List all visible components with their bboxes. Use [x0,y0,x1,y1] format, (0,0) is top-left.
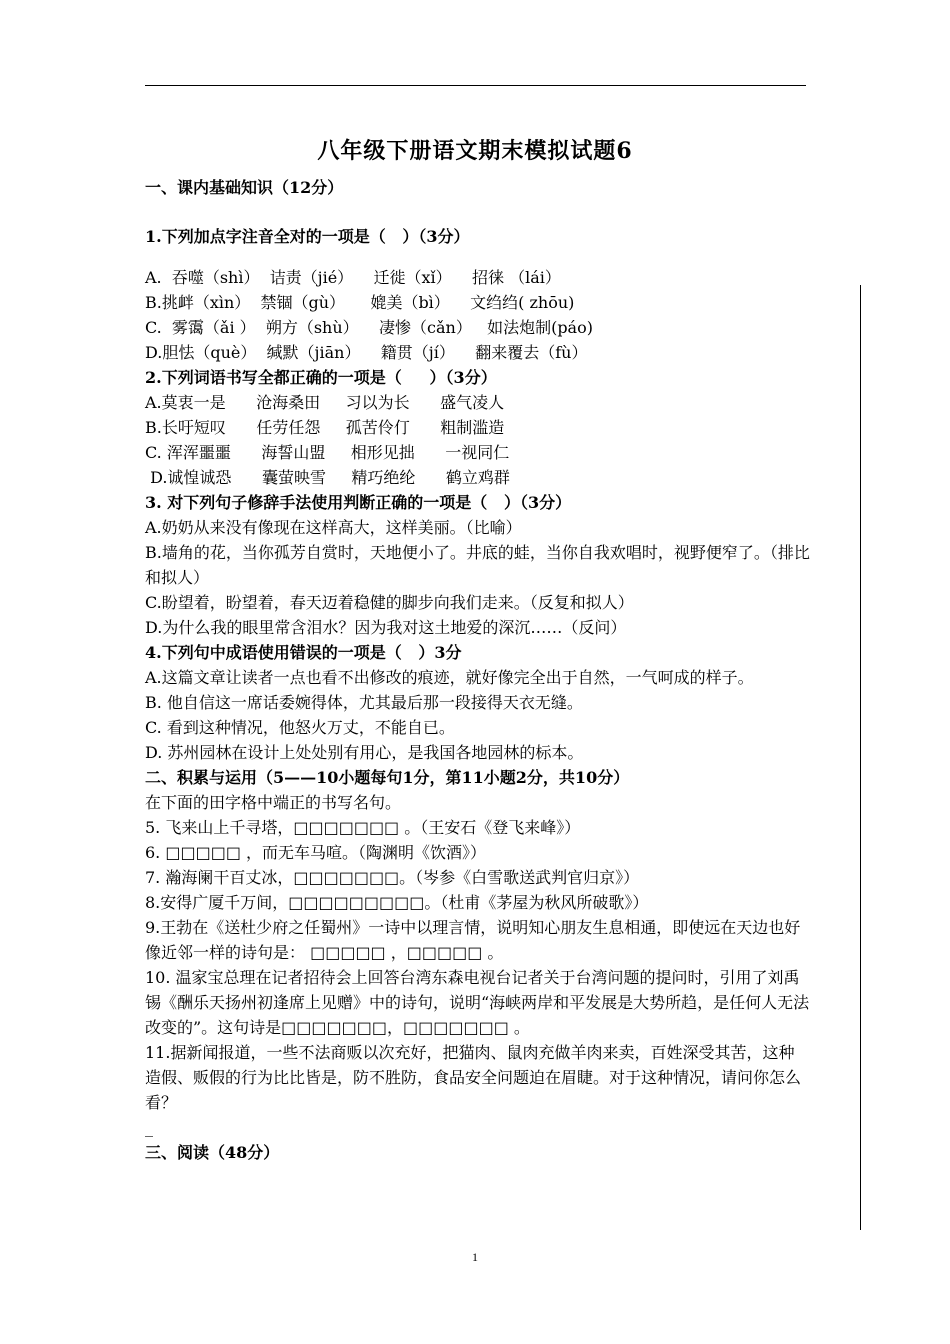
q9: 9.王勃在《送杜少府之任蜀州》一诗中以理言情，说明知心朋友生息相通，即使远在天边也好像近邻一样的诗句是： □□□□□ ，□□□□□ 。 [145,918,801,962]
q4-option-c: C. 看到这种情况，他怒火万丈，不能自已。 [145,718,455,737]
q2-option-a: A.莫衷一是 沧海桑田 习以为长 盛气凌人 [145,393,505,412]
q6: 6. □□□□□ ，而无车马喧。（陶渊明《饮酒》） [145,843,487,862]
q8: 8.安得广厦千万间，□□□□□□□□□。（杜甫《茅屋为秋风所破歌》） [145,893,649,912]
answer-blank: _ [145,1118,153,1137]
section2-intro: 在下面的田字格中端正的书写名句。 [145,793,402,812]
q10: 10. 温家宝总理在记者招待会上回答台湾东森电视台记者关于台湾问题的提问时，引用了刘禹锡《酬乐天扬州初逢席上见赠》中的诗句，说明“海峡两岸和平发展是大势所趋，是任何人无法改变的”。这句诗是□□□□□□□，□□□□□□□ 。 [145,968,810,1037]
q2-option-d: D.诚惶诚恐 囊萤映雪 精巧绝纶 鹤立鸡群 [145,468,510,487]
q1-option-c: C. 雾霭（ǎi ） 朔方（shù） 凄惨（cǎn） 如法炮制(páo) [145,318,593,337]
q3-option-a: A.奶奶从来没有像现在这样高大，这样美丽。（比喻） [145,518,522,537]
section1-heading: 一、课内基础知识（12分） [145,178,344,197]
page-number: 1 [472,1250,478,1264]
q11: 11.据新闻报道，一些不法商贩以次充好，把猫肉、鼠肉充做羊肉来卖，百姓深受其苦，这种造假、贩假的行为比比皆是，防不胜防，食品安全问题迫在眉睫。对于这种情况，请问你怎么看？ [145,1043,802,1112]
q4-option-b: B. 他自信这一席话委婉得体，尤其最后那一段接得天衣无缝。 [145,693,583,712]
q1-option-a: A. 吞噬（shì） 诘责（jié） 迁徙（xǐ） 招徕 （lái） [145,268,561,287]
exam-body [145,175,810,1165]
q3-option-c: C.盼望着，盼望着，春天迈着稳健的脚步向我们走来。（反复和拟人） [145,593,634,612]
margin-rule [860,285,861,1230]
q5: 5. 飞来山上千寻塔，□□□□□□□ 。（王安石《登飞来峰》） [145,818,581,837]
q1-option-b: B.挑衅（xìn） 禁锢（gù） 媲美（bì） 文绉绉( zhōu) [145,293,575,312]
q1-option-d: D.胆怯（què） 缄默（jiān） 籍贯（jí） 翻来覆去（fù） [145,343,588,362]
q3-option-d: D.为什么我的眼里常含泪水？因为我对这土地爱的深沉……（反问） [145,618,627,637]
q7: 7. 瀚海阑干百丈冰，□□□□□□□。（岑参《白雪歌送武判官归京》） [145,868,640,887]
section2-heading: 二、积累与运用（5——10小题每句1分，第11小题2分，共10分） [145,768,630,787]
q3-option-b: B.墙角的花，当你孤芳自赏时，天地便小了。井底的蛙，当你自我欢唱时，视野便窄了。（排比和拟人） [145,543,810,587]
q4-option-d: D. 苏州园林在设计上处处别有用心，是我国各地园林的标本。 [145,743,584,762]
q3-stem: 3. 对下列句子修辞手法使用判断正确的一项是（ ）（3分） [145,493,572,512]
header-rule [145,85,806,86]
q2-stem: 2.下列词语书写全都正确的一项是（ ）（3分） [145,368,497,387]
q4-stem: 4.下列句中成语使用错误的一项是（ ）3分 [145,643,462,662]
section3-heading: 三、阅读（48分） [145,1143,280,1162]
q4-option-a: A.这篇文章让读者一点也看不出修改的痕迹，就好像完全出于自然，一气呵成的样子。 [145,668,754,687]
q2-option-c: C. 浑浑噩噩 海誓山盟 相形见拙 一视同仁 [145,443,510,462]
page-title: 八年级下册语文期末模拟试题6 [317,138,633,164]
q2-option-b: B.长吁短叹 任劳任怨 孤苦伶仃 粗制滥造 [145,418,505,437]
q1-options [145,265,810,365]
q1-stem: 1.下列加点字注音全对的一项是（ ）（3分） [145,227,470,246]
